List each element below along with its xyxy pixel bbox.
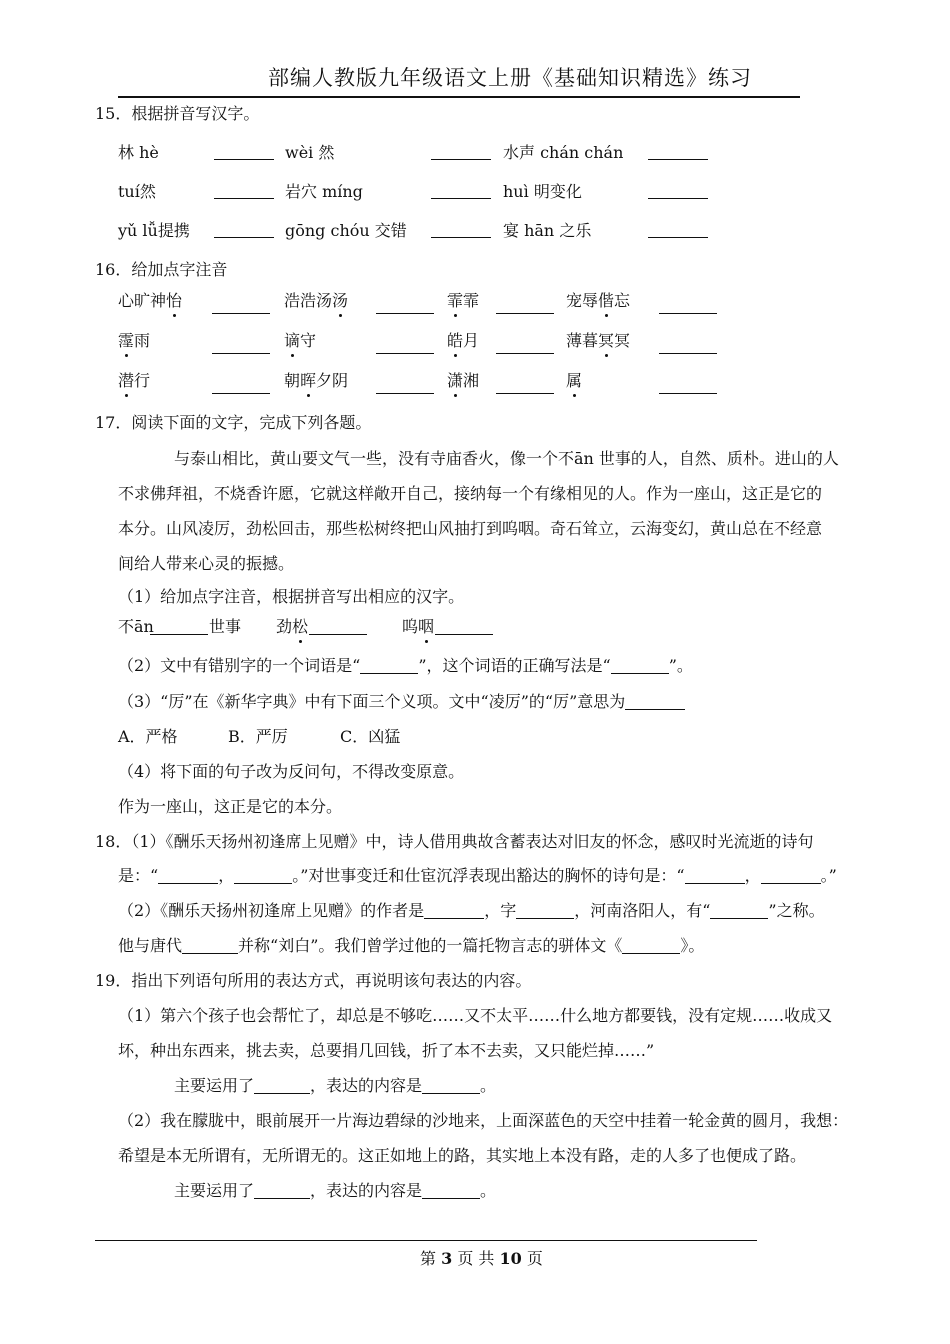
q19-s1-line: （1）第六个孩子也会帮忙了，却总是不够吃……又不太平……什么地方都要钱，没有定规……收成又 <box>118 1006 833 1025</box>
page-header-title: 部编人教版九年级语文上册《基础知识精选》练习 <box>268 66 752 90</box>
q15-title: 15．根据拼音写汉字。 <box>95 104 260 123</box>
q19-blank[interactable] <box>422 1077 480 1094</box>
q16-item: 谪守 <box>284 331 317 350</box>
q16-item: 潜行 <box>118 371 151 390</box>
q16-item: 潇湘 <box>447 371 480 390</box>
q18-blank[interactable] <box>234 867 292 884</box>
q17-option-c: C．凶猛 <box>340 727 401 746</box>
dotted-char: 晖 <box>300 371 317 390</box>
q18-line2: 是：“ ， 。”对世事变迁和仕宦沉浮表现出豁达的胸怀的诗句是：“ ， 。” <box>118 866 837 885</box>
q16-item: 心旷神怡 <box>118 291 183 310</box>
q18-blank[interactable] <box>516 902 574 919</box>
q15-item: gōng chóu 交错 <box>285 221 407 240</box>
q17-sub3: （3）“厉”在《新华字典》中有下面三个义项。文中“凌厉”的“厉”意思为 <box>118 692 685 712</box>
q16-item: 薄暮冥冥 <box>566 331 631 350</box>
q17-sub1-blank[interactable] <box>435 633 493 635</box>
q17-option-b: B．严厉 <box>228 727 288 746</box>
q18-blank[interactable] <box>710 902 768 919</box>
dotted-char: 咽 <box>418 617 435 636</box>
dotted-char: 潇 <box>447 371 464 390</box>
q18-line1: 18．（1）《酬乐天扬州初逢席上见赠》中，诗人借用典故含蓄表达对旧友的怀念，感叹时光流逝的诗句 <box>95 832 814 851</box>
q16-answer-blank[interactable] <box>376 352 434 354</box>
q16-item: 霏霏 <box>447 291 480 310</box>
q16-answer-blank[interactable] <box>212 392 270 394</box>
q16-item: 霪雨 <box>118 331 151 350</box>
q19-blank[interactable] <box>254 1182 310 1199</box>
q17-title: 17．阅读下面的文字，完成下列各题。 <box>95 413 372 432</box>
q16-answer-blank[interactable] <box>212 312 270 314</box>
q17-sub4-sentence: 作为一座山，这正是它的本分。 <box>118 797 343 816</box>
q17-passage-line: 与泰山相比，黄山要文气一些，没有寺庙香火，像一个不ān 世事的人，自然、质朴。进山的人 <box>174 449 839 468</box>
q15-item: 宴 hān 之乐 <box>503 221 592 240</box>
q15-item: 林 hè <box>118 143 159 162</box>
q16-answer-blank[interactable] <box>376 312 434 314</box>
q15-answer-blank[interactable] <box>214 197 274 199</box>
q17-sub1-item-b: 劲松 <box>276 617 309 636</box>
dotted-char: 汤 <box>332 291 349 310</box>
q19-s1-answer: 主要运用了 ，表达的内容是 。 <box>174 1076 497 1095</box>
q19-s1-line: 坏，种出东西来，挑去卖，总要捐几回钱，折了本不去卖，又只能烂掉……” <box>118 1041 655 1060</box>
q15-item: 水声 chán chán <box>503 143 624 162</box>
q19-s2-line: 希望是本无所谓有，无所谓无的。这正如地上的路，其实地上本没有路，走的人多了也便成了路。 <box>118 1146 807 1165</box>
q17-sub2-blank-2[interactable] <box>611 657 669 674</box>
dotted-char: 谪 <box>284 331 301 350</box>
q15-item: huì 明变化 <box>503 182 582 201</box>
q17-sub3-blank[interactable] <box>625 693 685 710</box>
q15-answer-blank[interactable] <box>431 236 491 238</box>
q18-blank[interactable] <box>158 867 218 884</box>
dotted-char: 潜 <box>118 371 135 390</box>
q17-passage-line: 间给人带来心灵的振撼。 <box>118 554 295 573</box>
q19-title: 19．指出下列语句所用的表达方式，再说明该句表达的内容。 <box>95 971 532 990</box>
q18-blank[interactable] <box>182 937 238 954</box>
q16-item: 浩浩汤汤 <box>284 291 349 310</box>
q17-passage-line: 本分。山风凌厉，劲松回击，那些松树终把山风抽打到呜咽。奇石耸立，云海变幻，黄山总在不经意 <box>118 519 823 538</box>
q18-line3: （2）《酬乐天扬州初逢席上见赠》的作者是 ，字 ，河南洛阳人，有“ ”之称。 <box>118 901 825 920</box>
q16-answer-blank[interactable] <box>496 352 554 354</box>
q15-answer-blank[interactable] <box>214 158 274 160</box>
q17-sub1-blank[interactable] <box>150 633 208 635</box>
q16-answer-blank[interactable] <box>496 312 554 314</box>
q18-blank[interactable] <box>424 902 484 919</box>
q17-sub1-item-a-tail: 世事 <box>209 617 242 636</box>
header-divider <box>118 96 800 98</box>
q19-s2-line: （2）我在朦胧中，眼前展开一片海边碧绿的沙地来，上面深蓝色的天空中挂着一轮金黄的圆月，我想： <box>118 1111 849 1130</box>
q16-answer-blank[interactable] <box>212 352 270 354</box>
q18-line4: 他与唐代 并称“刘白”。我们曾学过他的一篇托物言志的骈体文《 》。 <box>118 936 705 955</box>
q15-answer-blank[interactable] <box>648 158 708 160</box>
q16-item: 朝晖夕阴 <box>284 371 349 390</box>
q15-answer-blank[interactable] <box>431 158 491 160</box>
dotted-char: 冥 <box>598 331 615 350</box>
q15-item: wèi 然 <box>285 143 335 162</box>
q16-answer-blank[interactable] <box>659 392 717 394</box>
dotted-char: 松 <box>292 617 309 636</box>
q19-blank[interactable] <box>254 1077 310 1094</box>
q16-answer-blank[interactable] <box>376 392 434 394</box>
q17-sub1-blank[interactable] <box>309 633 367 635</box>
page-number: 第 3 页 共 10 页 <box>420 1249 543 1268</box>
q19-s2-answer: 主要运用了 ，表达的内容是 。 <box>174 1181 497 1200</box>
q19-blank[interactable] <box>422 1182 480 1199</box>
dotted-char: 偕 <box>598 291 615 310</box>
q17-passage-line: 不求佛拜祖，不烧香许愿，它就这样敞开自己，接纳每一个有缘相见的人。作为一座山，这正是它的 <box>118 484 823 503</box>
q15-answer-blank[interactable] <box>648 236 708 238</box>
q16-answer-blank[interactable] <box>659 312 717 314</box>
q15-item: yǔ lǚ提携 <box>118 221 190 240</box>
q16-item: 宠辱偕忘 <box>566 291 631 310</box>
q18-blank[interactable] <box>685 867 745 884</box>
q15-item: tuí然 <box>118 182 156 201</box>
q16-title: 16．给加点字注音 <box>95 260 228 279</box>
q18-blank[interactable] <box>761 867 821 884</box>
q16-answer-blank[interactable] <box>496 392 554 394</box>
footer-divider <box>95 1240 757 1241</box>
q17-option-a: A．严格 <box>118 727 178 746</box>
q17-sub2: （2）文中有错别字的一个词语是“ ”，这个词语的正确写法是“ ”。 <box>118 656 693 675</box>
q17-sub2-blank-1[interactable] <box>360 657 418 674</box>
q15-answer-blank[interactable] <box>214 236 274 238</box>
q16-answer-blank[interactable] <box>659 352 717 354</box>
q16-item: 皓月 <box>447 331 480 350</box>
dotted-char: 怡 <box>166 291 183 310</box>
dotted-char: 霏 <box>447 291 464 310</box>
q17-sub1-prompt: （1）给加点字注音，根据拼音写出相应的汉字。 <box>118 587 465 606</box>
q17-sub1-item-c: 呜咽 <box>402 617 435 636</box>
q17-sub1-item-a: 不ān <box>118 617 154 636</box>
dotted-char: 霪 <box>118 331 135 350</box>
dotted-char: 皓 <box>447 331 464 350</box>
q15-answer-blank[interactable] <box>648 197 708 199</box>
q17-sub4-prompt: （4）将下面的句子改为反问句，不得改变原意。 <box>118 762 465 781</box>
q16-item <box>566 371 582 391</box>
q18-blank[interactable] <box>622 937 680 954</box>
q15-item: 岩穴 míng <box>285 182 363 201</box>
dotted-char: 属 <box>566 371 583 390</box>
q15-answer-blank[interactable] <box>431 197 491 199</box>
